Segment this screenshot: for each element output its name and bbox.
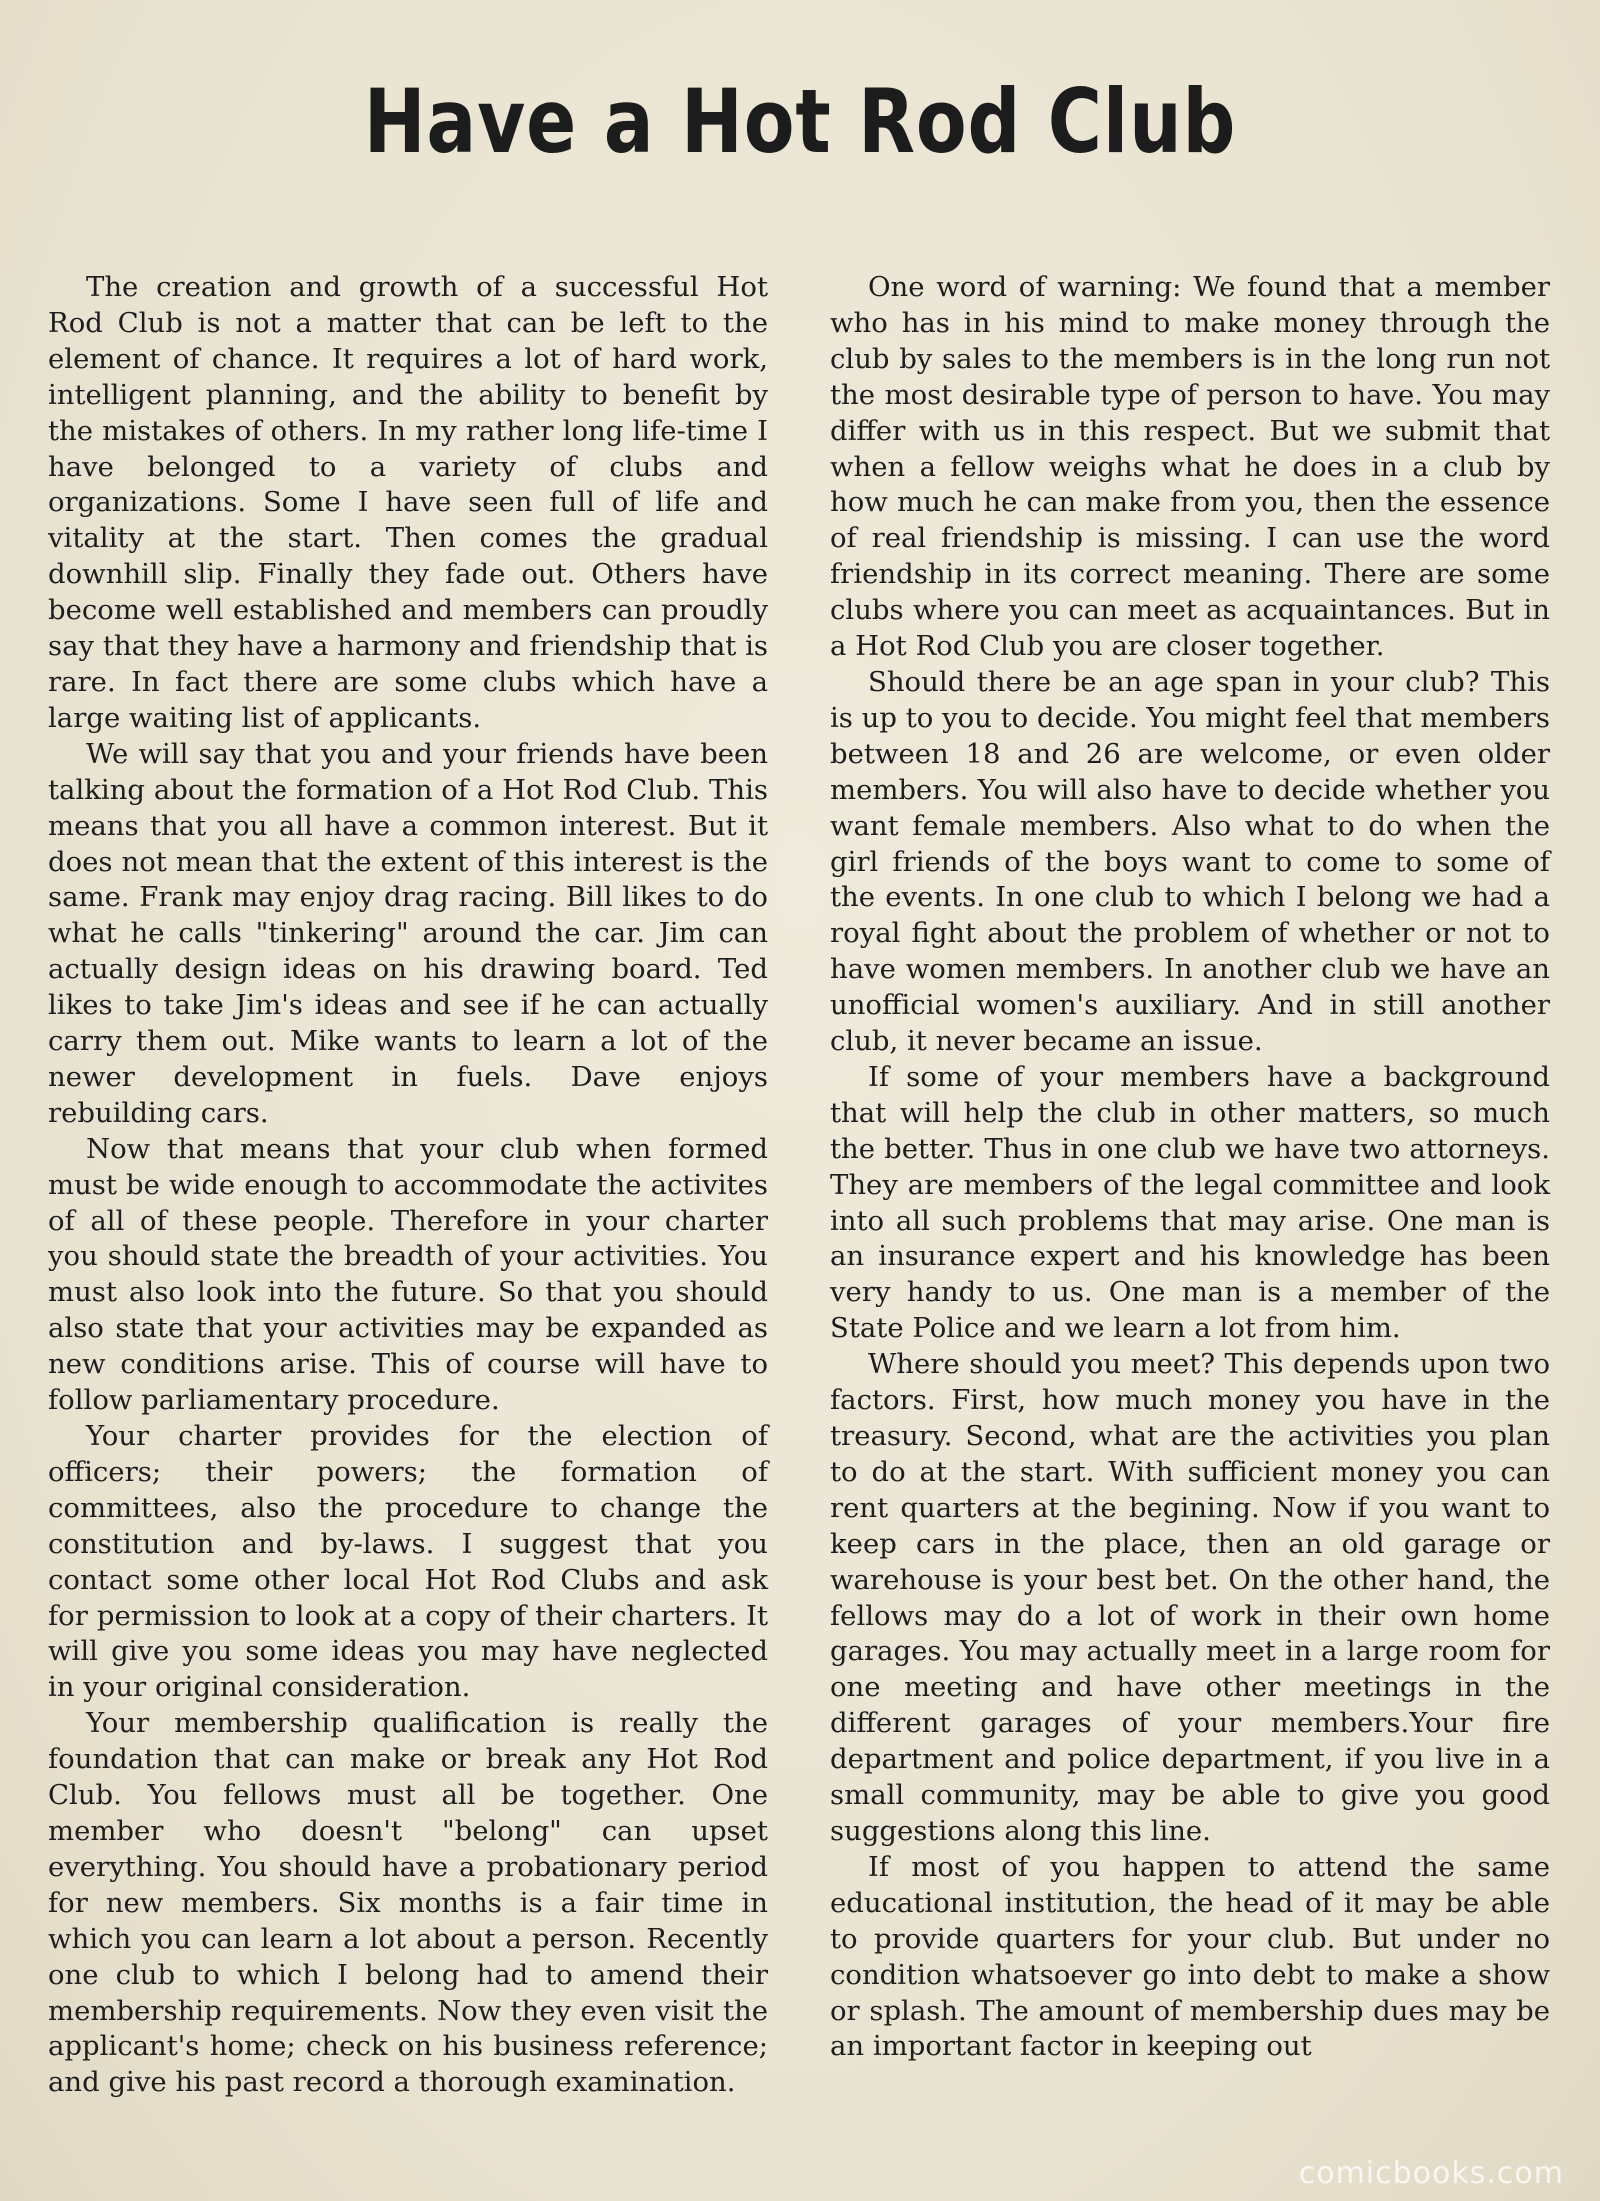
paragraph: One word of warning: We found that a member who has in his mind to make money through the club by sales to the members is in the long run not the most desirable type of person to have. You may differ with us in this respect. But we submit that when a fellow weighs what he does in a club by how much he can make from you, then the essence of real friendship is missing. I can use the word friendship in its correct meaning. There are some clubs where you can meet as acquaintances. But in a Hot Rod Club you are closer together. <box>830 271 1550 663</box>
paragraph: If some of your members have a background that will help the club in other matters, so much the better. Thus in one club we have two attorneys. They are members of the legal committee and look into all such problems that may arise. One man is an insurance expert and his knowledge has been very handy to us. One man is a member of the State Police and we learn a lot from him. <box>830 1060 1550 1345</box>
article-title: Have a Hot Rod Club <box>363 70 1237 173</box>
watermark: comicbooks.com <box>1298 2156 1564 2191</box>
paragraph: We will say that you and your friends have been talking about the formation of a Hot Rod Club. This means that you all have a common interest. But it does not mean that the extent of this interest is the same. Frank may enjoy drag racing. Bill likes to do what he calls "tinkering" around the car. Jim can actually design ideas on his drawing board. Ted likes to take Jim's ideas and see if he can actually carry them out. Mike wants to learn a lot of the newer development in fuels. Dave enjoys rebuilding cars. <box>48 737 768 1129</box>
right-column <box>830 270 1550 2065</box>
paragraph: The creation and growth of a successful Hot Rod Club is not a matter that can be left to the element of chance. It requires a lot of hard work, intelligent planning, and the ability to benefit by the mistakes of others. In my rather long life-time I have belonged to a variety of clubs and organizations. Some I have seen full of life and vitality at the start. Then comes the gradual downhill slip. Finally they fade out. Others have become well established and members can proudly say that they have a harmony and friendship that is rare. In fact there are some clubs which have a large waiting list of applicants. <box>48 271 768 734</box>
left-column <box>48 270 768 2101</box>
paragraph: Your membership qualification is really the foundation that can make or break any Hot Rod Club. You fellows must all be together. One member who doesn't "belong" can upset everything. You should have a probationary period for new members. Six months is a fair time in which you can learn a lot about a person. Recently one club to which I belong had to amend their membership requirements. Now they even visit the applicant's home; check on his business reference; and give his past record a thorough examination. <box>48 1707 768 2099</box>
paragraph: Should there be an age span in your club? This is up to you to decide. You might feel that members between 18 and 26 are welcome, or even older members. You will also have to decide whether you want female members. Also what to do when the girl friends of the boys want to come to some of the events. In one club to which I belong we had a royal fight about the problem of whether or not to have women members. In another club we have an unofficial women's auxiliary. And in still another club, it never became an issue. <box>830 665 1550 1058</box>
paragraph: Your charter provides for the election of officers; their powers; the formation of committees, also the procedure to change the constitution and by-laws. I suggest that you contact some other local Hot Rod Clubs and ask for permission to look at a copy of their charters. It will give you some ideas you may have neglected in your original consideration. <box>48 1420 768 1704</box>
paragraph: If most of you happen to attend the same educational institution, the head of it may be able to provide quarters for your club. But under no condition whatsoever go into debt to make a show or splash. The amount of membership dues may be an important factor in keeping out <box>830 1850 1550 2063</box>
paragraph: Now that means that your club when formed must be wide enough to accommodate the activites of all of these people. Therefore in your charter you should state the breadth of your activities. You must also look into the future. So that you should also state that your activities may be expanded as new conditions arise. This of course will have to follow parliamentary procedure. <box>48 1132 768 1417</box>
paragraph: Where should you meet? This depends upon two factors. First, how much money you have in the treasury. Second, what are the activities you plan to do at the start. With sufficient money you can rent quarters at the begining. Now if you want to keep cars in the place, then an old garage or warehouse is your best bet. On the other hand, the fellows may do a lot of work in their own home garages. You may actually meet in a large room for one meeting and have other meetings in the different garages of your members.Your fire department and police department, if you live in a small community, may be able to give you good suggestions along this line. <box>830 1348 1550 1847</box>
